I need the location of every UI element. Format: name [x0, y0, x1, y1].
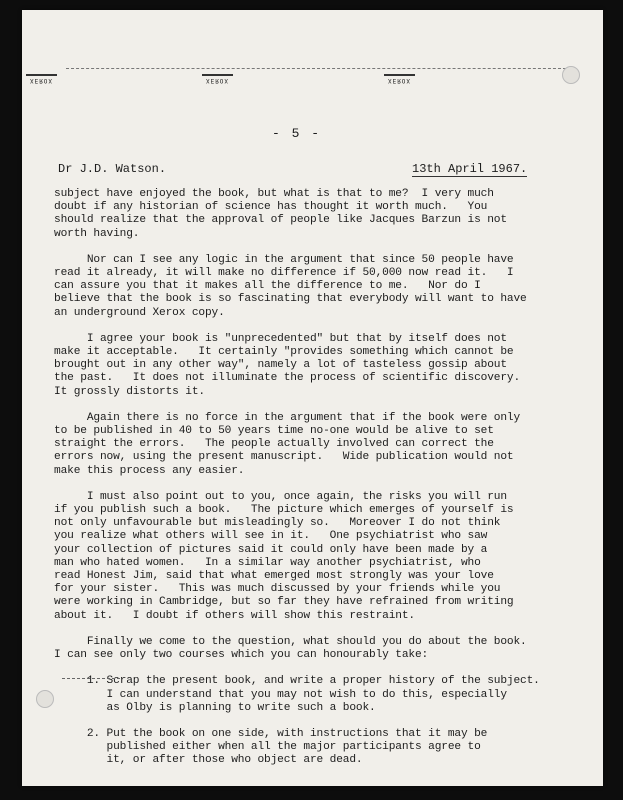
list-item: 1. Scrap the present book, and write a proper history of the subject. I can understand that you may not wish to do this, especially as Olby is planning to write such a book.	[86, 675, 540, 714]
xerox-stamp: XEROX	[202, 74, 233, 84]
margin-mark	[62, 678, 120, 679]
body-paragraph: I agree your book is "unprecedented" but that by itself does not make it acceptable. It certainly "provides something which cannot be brought out in any other way", namely a lot of tasteless gossip about the past. It does not illuminate the process of scientific discovery. It grossly distorts it.	[54, 332, 521, 398]
document-page	[22, 10, 603, 786]
xerox-stamp: XEROX	[384, 74, 415, 84]
letter-date-text: 13th April 1967.	[412, 162, 528, 176]
body-paragraph: I must also point out to you, once again, the risks you will run if you publish such a book. The picture which emerges of yourself is not only unfavourable but misleadingly so. Moreover I do not think you realize what others will see in it. One psychiatrist who saw your collection of pictures said it could only have been made by a man who hated women. In a similar way another psychiatrist, who read Honest Jim, said that what emerged most strongly was your love for your sister. This was much discussed by your friends while you were working in Cambridge, but so far they have refrained from writing about it. I doubt if others will show this restraint.	[54, 490, 514, 622]
letter-recipient: Dr J.D. Watson.	[58, 162, 167, 176]
xerox-stamp: XEROX	[26, 74, 57, 84]
punch-hole	[36, 690, 54, 708]
body-paragraph: Finally we come to the question, what should you do about the book. I can see only two courses which you can honourably take:	[54, 635, 527, 662]
perforation-line	[66, 68, 566, 69]
page-number: - 5 -	[272, 126, 322, 141]
scan-header-strip	[22, 10, 603, 105]
body-paragraph: subject have enjoyed the book, but what is that to me? I very much doubt if any historian of science has thought it worth much. You should realize that the approval of people like Jacques Barzun is not worth having.	[54, 188, 507, 240]
letter-date	[412, 162, 527, 176]
letter-body	[54, 188, 574, 781]
punch-hole	[562, 66, 580, 84]
list-item: 2. Put the book on one side, with instructions that it may be published either when all the major participants agree to it, or after those who object are dead.	[86, 727, 488, 767]
body-paragraph: Nor can I see any logic in the argument that since 50 people have read it already, it will make no difference if 50,000 now read it. I can assure you that it makes all the difference to me. Nor do I believe that the book is so fascinating that everybody will want to have an underground Xerox copy.	[54, 253, 527, 319]
body-paragraph: Again there is no force in the argument that if the book were only to be published in 40 to 50 years time no-one would be alive to set straight the errors. The people actually involved can correct the errors now, using the present manuscript. Wide publication would not make this process any easier.	[54, 411, 521, 477]
